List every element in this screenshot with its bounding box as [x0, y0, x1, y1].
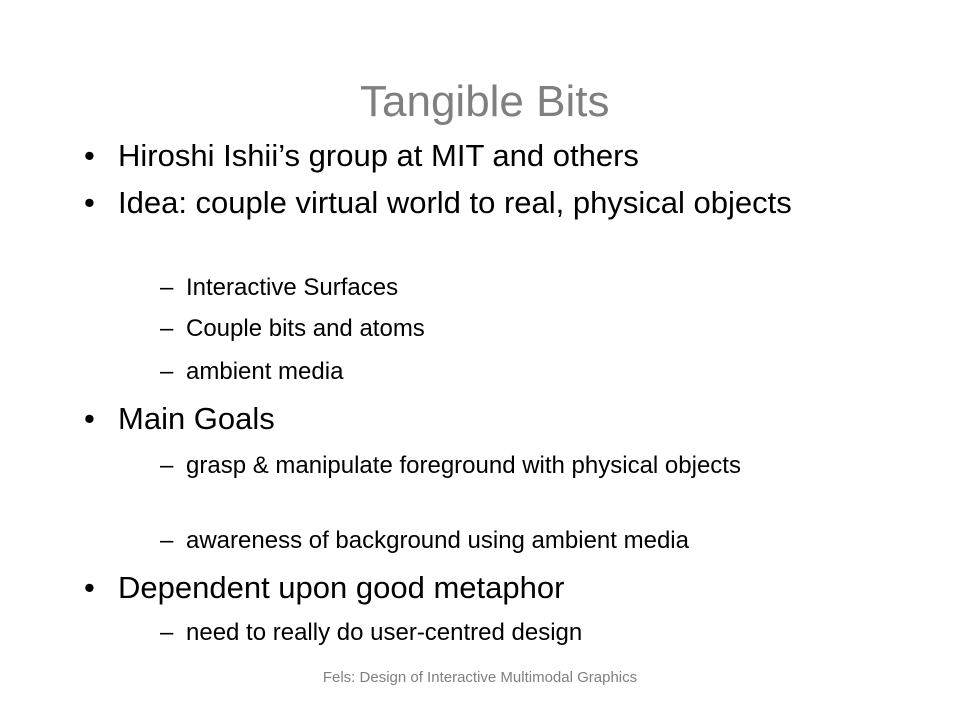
bullet-item [84, 400, 844, 438]
sub-bullet-text: grasp & manipulate foreground with physical objects [186, 452, 741, 479]
sub-bullet-item [160, 274, 840, 301]
bullet-item [84, 184, 844, 222]
bullet-marker: • [84, 401, 95, 436]
sub-bullet-text: Interactive Surfaces [186, 274, 399, 301]
sub-bullet-text: need to really do user-centred design [186, 619, 583, 646]
bullet-text: Main Goals [118, 401, 275, 436]
sub-bullet-item [160, 315, 840, 342]
bullet-text: Dependent upon good metaphor [118, 570, 565, 605]
slide-footer: Fels: Design of Interactive Multimodal Graphics [322, 669, 638, 686]
sub-bullet-marker: – [160, 358, 174, 385]
sub-bullet-marker: – [160, 527, 174, 554]
sub-bullet-item [160, 619, 840, 646]
sub-bullet-text: awareness of background using ambient media [186, 527, 689, 554]
sub-bullet-item [160, 452, 840, 479]
sub-bullet-item [160, 358, 840, 385]
sub-bullet-marker: – [160, 452, 174, 479]
sub-bullet-marker: – [160, 315, 174, 342]
bullet-text: Idea: couple virtual world to real, physical objects [118, 185, 792, 220]
bullet-item [84, 569, 844, 607]
sub-bullet-marker: – [160, 274, 174, 301]
sub-bullet-text: Couple bits and atoms [186, 315, 425, 342]
bullet-marker: • [84, 185, 95, 220]
bullet-item [84, 137, 844, 175]
bullet-marker: • [84, 138, 95, 173]
sub-bullet-item [160, 527, 840, 554]
sub-bullet-marker: – [160, 619, 174, 646]
bullet-text: Hiroshi Ishii’s group at MIT and others [118, 138, 639, 173]
sub-bullet-text: ambient media [186, 358, 344, 385]
bullet-marker: • [84, 570, 95, 605]
slide-title: Tangible Bits [360, 77, 610, 126]
